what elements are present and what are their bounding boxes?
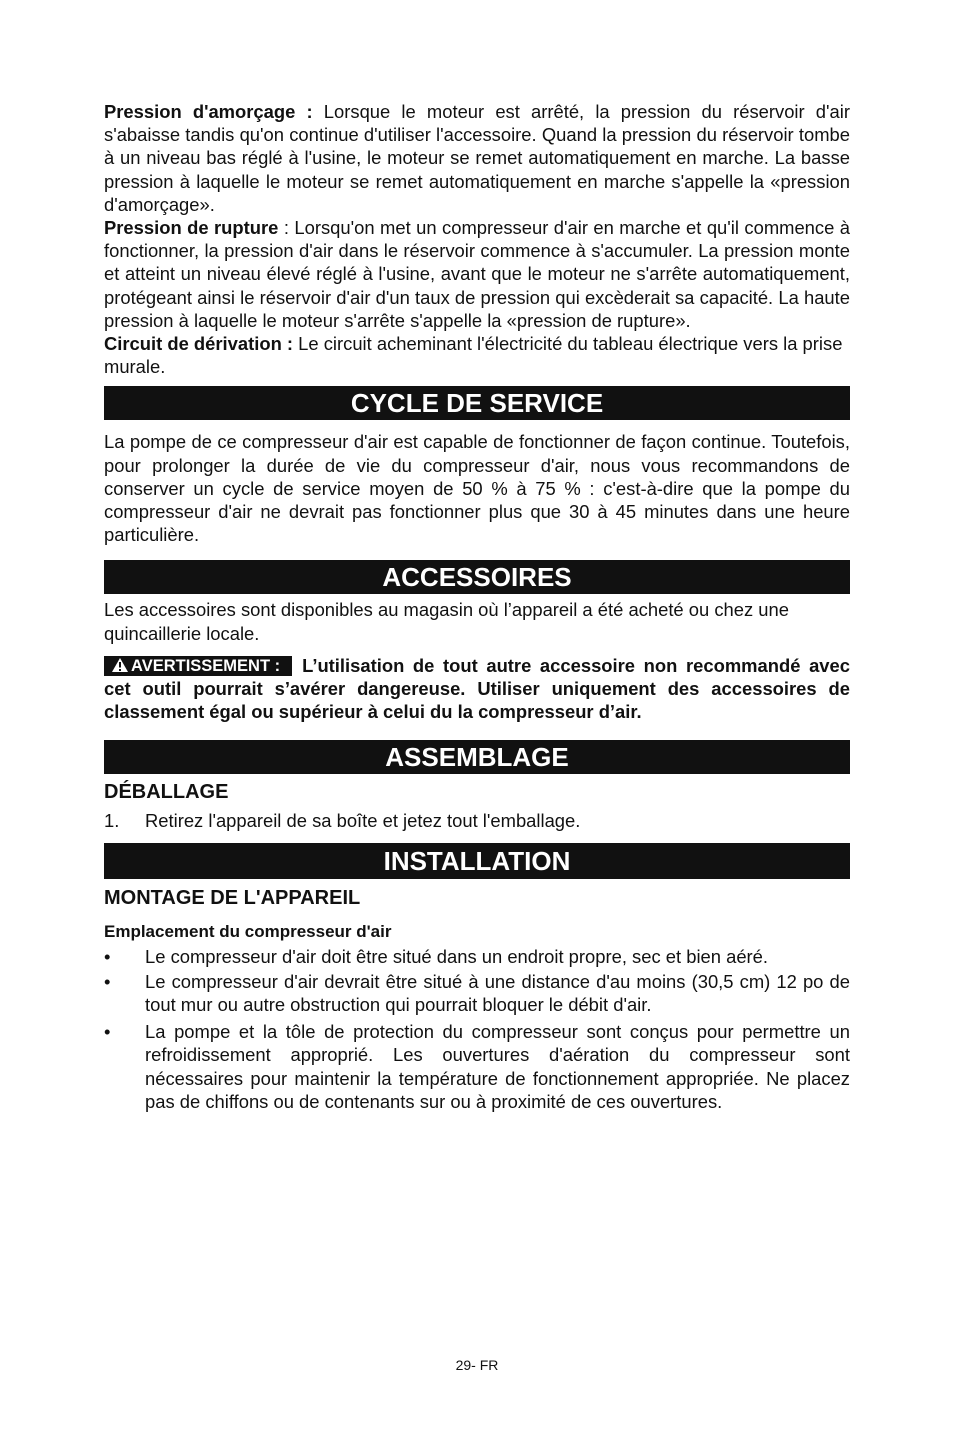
- bullet-marker: •: [104, 1021, 111, 1043]
- warning-badge: [104, 656, 292, 676]
- emplacement-bullets: [104, 945, 850, 1113]
- definition-pression-amorcage: [104, 100, 850, 216]
- definition-term: Pression de rupture: [104, 217, 279, 239]
- cycle-paragraph: La pompe de ce compresseur d'air est capable de fonctionner de façon continue. Toutefois, pour prolonger la durée de vie du compresseur d'air, nous vous recommandons de conserver un cycle de service moyen de 50 % à 75 % : c'est-à-dire que la pompe du compresseur d'air ne devrait pas fonctionner plus que 30 à 45 minutes dans une heure particulière.: [104, 431, 850, 546]
- list-item: [104, 970, 850, 1016]
- warning-text: L’utilisation de tout autre accessoire non recommandé avec cet outil pourrait s’avérer dangereuse. Utiliser uniquement des accessoires de classement égal ou supérieur à celui du la compresseur d’air.: [104, 654, 850, 723]
- subheading-montage: MONTAGE DE L'APPAREIL: [104, 886, 361, 909]
- list-item: [104, 1020, 850, 1113]
- deballage-steps: [104, 809, 850, 832]
- section-heading-installation: INSTALLATION: [104, 843, 850, 879]
- section-heading-assemblage: ASSEMBLAGE: [104, 740, 850, 774]
- list-text: Le compresseur d'air devrait être situé à une distance d'au moins (30,5 cm) 12 po de tout mur ou autre obstruction qui pourrait bloquer le débit d'air.: [145, 970, 850, 1016]
- accessoires-paragraph: Les accessoires sont disponibles au magasin où l’appareil a été acheté ou chez une quincaillerie locale.: [104, 599, 789, 644]
- list-marker: 1.: [104, 810, 120, 832]
- warning-label: AVERTISSEMENT :: [131, 656, 281, 675]
- page-number: 29- FR: [455, 1357, 499, 1373]
- document-page: [104, 100, 850, 1113]
- definition-text: Lorsque le moteur est arrêté, la pression du réservoir d'air s'abaisse tandis qu'on continue d'utiliser l'accessoire. Quand la pression du réservoir tombe à un niveau bas réglé à l'usine, le moteur se remet automatiquement en marche. La basse pression à laquelle le moteur se remet automatiquement en marche s'appelle la «pression d'amorçage».: [104, 101, 850, 215]
- list-item: [104, 809, 850, 832]
- subheading-deballage: DÉBALLAGE: [104, 781, 229, 804]
- section-heading-accessoires: ACCESSOIRES: [104, 560, 850, 594]
- warning-paragraph: [104, 654, 850, 724]
- definition-term: Circuit de dérivation :: [104, 333, 294, 355]
- definition-text: Le circuit acheminant l'électricité du tableau électrique vers la prise murale.: [104, 333, 843, 378]
- definition-text: : Lorsqu'on met un compresseur d'air en marche et qu'il commence à fonctionner, la pression d'air dans le réservoir commence à s'accumuler. La pression monte et atteint un niveau élevé réglé à l'usine, avant que le moteur ne s'arrête automatiquement, protégeant ainsi le réservoir d'air d'un taux de pression qui excèderait sa capacité. La haute pression à laquelle le moteur s'arrête s'appelle la «pression de rupture».: [104, 217, 851, 331]
- definition-pression-rupture: [104, 216, 850, 332]
- definition-term: Pression d'amorçage :: [104, 101, 313, 122]
- definition-circuit-derivation: [104, 332, 850, 378]
- bullet-marker: •: [104, 945, 111, 967]
- list-text: La pompe et la tôle de protection du compresseur sont conçus pour permettre un refroidissement approprié. Les ouvertures d'aération du compresseur sont nécessaires pour maintenir la température de fonctionnement appropriée. Ne placez pas de chiffons ou de contenants sur ou à proximité de ces ouvertures.: [145, 1021, 850, 1112]
- list-item: [104, 945, 850, 968]
- list-text: Le compresseur d'air doit être situé dans un endroit propre, sec et bien aéré.: [145, 945, 769, 967]
- section-heading-cycle-de-service: CYCLE DE SERVICE: [104, 386, 850, 420]
- warning-triangle-icon: [112, 658, 128, 672]
- bullet-marker: •: [104, 970, 111, 992]
- list-text: Retirez l'appareil de sa boîte et jetez tout l'emballage.: [145, 810, 581, 832]
- subheading-emplacement: Emplacement du compresseur d'air: [104, 921, 392, 941]
